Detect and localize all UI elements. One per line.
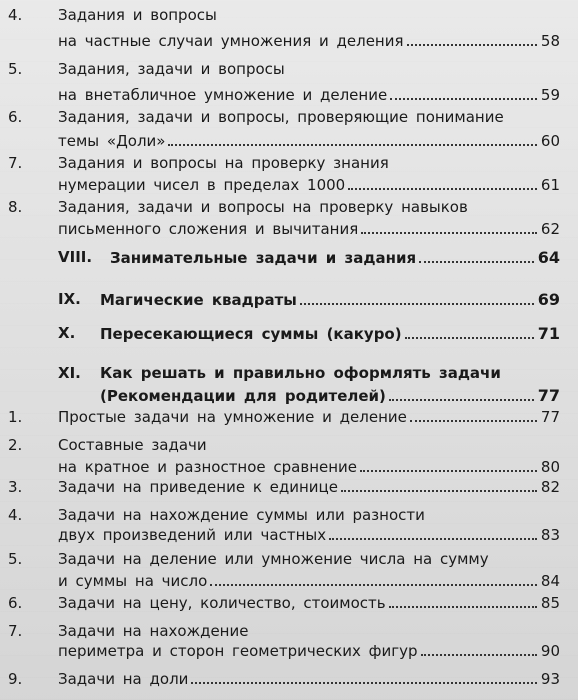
section-title: Как решать и правильно оформлять задачи	[100, 364, 501, 382]
entry-text: письменного сложения и вычитания	[58, 220, 359, 238]
entry-text: на частные случаи умножения и деления	[58, 32, 404, 50]
entry-number: 4.	[8, 506, 23, 524]
entry-number: 1.	[8, 408, 23, 426]
entry-line	[58, 478, 560, 498]
entry-line	[58, 220, 560, 240]
entry-line	[58, 32, 560, 52]
entry-line	[58, 6, 560, 26]
entry-number: 5.	[8, 60, 23, 78]
entry-number: 9.	[8, 670, 23, 688]
entry-line	[58, 176, 560, 196]
entry-line	[58, 408, 560, 428]
entry-text: периметра и сторон геометрических фигур	[58, 642, 418, 660]
entry-text: на кратное и разностное сравнение	[58, 458, 358, 476]
entry-line	[58, 572, 560, 592]
entry-text: темы «Доли»	[58, 132, 166, 150]
entry-text: на внетабличное умножение и деление	[58, 86, 388, 104]
section-title: Пересекающиеся суммы (какуро)	[100, 325, 402, 343]
dot-leader	[191, 670, 537, 684]
entry-line	[58, 60, 560, 80]
dot-leader	[407, 32, 537, 46]
entry-line	[58, 526, 560, 546]
entry-text: Задачи на нахождение суммы или разности	[58, 506, 425, 524]
entry-line	[58, 506, 560, 526]
entry-page: 90	[540, 642, 560, 660]
entry-page: 93	[540, 670, 560, 688]
dot-leader	[389, 387, 534, 401]
section-line	[100, 364, 560, 384]
entry-page: 82	[540, 478, 560, 496]
entry-number: 6.	[8, 108, 23, 126]
entry-line	[58, 670, 560, 690]
entry-line	[58, 550, 560, 570]
section-line	[100, 290, 560, 310]
entry-number: 7.	[8, 622, 23, 640]
dot-leader	[210, 572, 537, 586]
section-title: Занимательные задачи и задания	[110, 249, 417, 267]
section-number: X.	[58, 324, 76, 342]
section-number: XI.	[58, 364, 81, 382]
entry-line	[58, 86, 560, 106]
section-number: IX.	[58, 290, 81, 308]
entry-number: 7.	[8, 154, 23, 172]
section-title: Магические квадраты	[100, 291, 297, 309]
dot-leader	[390, 86, 537, 100]
section-number: VIII.	[58, 248, 93, 266]
entry-text: Простые задачи на умножение и деление	[58, 408, 407, 426]
entry-line	[58, 154, 560, 174]
section-page: 64	[537, 248, 560, 267]
dot-leader	[360, 458, 537, 472]
dot-leader	[341, 478, 537, 492]
entry-text: Задания, задачи и вопросы	[58, 60, 285, 78]
entry-page: 83	[540, 526, 560, 544]
entry-number: 4.	[8, 6, 23, 24]
section-line	[100, 386, 560, 406]
dot-leader	[421, 642, 537, 656]
entry-page: 80	[540, 458, 560, 476]
entry-text: Задачи на доли	[58, 670, 189, 688]
dot-leader	[361, 220, 537, 234]
dot-leader	[419, 249, 534, 263]
entry-text: Задачи на нахождение	[58, 622, 249, 640]
entry-line	[58, 458, 560, 478]
entry-text: Задачи на цену, количество, стоимость	[58, 594, 386, 612]
entry-number: 5.	[8, 550, 23, 568]
entry-line	[58, 642, 560, 662]
section-page: 69	[537, 290, 560, 309]
entry-text: Составные задачи	[58, 436, 207, 454]
entry-text: Задания, задачи и вопросы, проверяющие понимание	[58, 108, 504, 126]
entry-page: 77	[540, 408, 560, 426]
section-page: 71	[537, 324, 560, 343]
entry-text: нумерации чисел в пределах 1000	[58, 176, 346, 194]
entry-line	[58, 622, 560, 642]
entry-line	[58, 594, 560, 614]
entry-text: двух произведений или частных	[58, 526, 327, 544]
entry-number: 6.	[8, 594, 23, 612]
entry-line	[58, 198, 560, 218]
entry-line	[58, 132, 560, 152]
section-line	[100, 324, 560, 344]
dot-leader	[329, 526, 537, 540]
entry-page: 85	[540, 594, 560, 612]
entry-number: 3.	[8, 478, 23, 496]
entry-line	[58, 108, 560, 128]
entry-page: 61	[540, 176, 560, 194]
entry-text: Задачи на деление или умножение числа на сумму	[58, 550, 489, 568]
entry-page: 62	[540, 220, 560, 238]
entry-page: 58	[540, 32, 560, 50]
entry-page: 84	[540, 572, 560, 590]
entry-line	[58, 436, 560, 456]
entry-number: 8.	[8, 198, 23, 216]
entry-page: 59	[540, 86, 560, 104]
entry-text: Задания и вопросы на проверку знания	[58, 154, 389, 172]
dot-leader	[389, 594, 537, 608]
dot-leader	[405, 325, 534, 339]
entry-text: и суммы на число	[58, 572, 208, 590]
dot-leader	[410, 408, 537, 422]
entry-number: 2.	[8, 436, 23, 454]
entry-text: Задания, задачи и вопросы на проверку навыков	[58, 198, 468, 216]
entry-page: 60	[540, 132, 560, 150]
section-title: (Рекомендации для родителей)	[100, 387, 386, 405]
entry-text: Задания и вопросы	[58, 6, 217, 24]
section-line	[110, 248, 560, 268]
dot-leader	[300, 291, 534, 305]
entry-text: Задачи на приведение к единице	[58, 478, 338, 496]
dot-leader	[348, 176, 537, 190]
section-page: 77	[537, 386, 560, 405]
dot-leader	[168, 132, 536, 146]
